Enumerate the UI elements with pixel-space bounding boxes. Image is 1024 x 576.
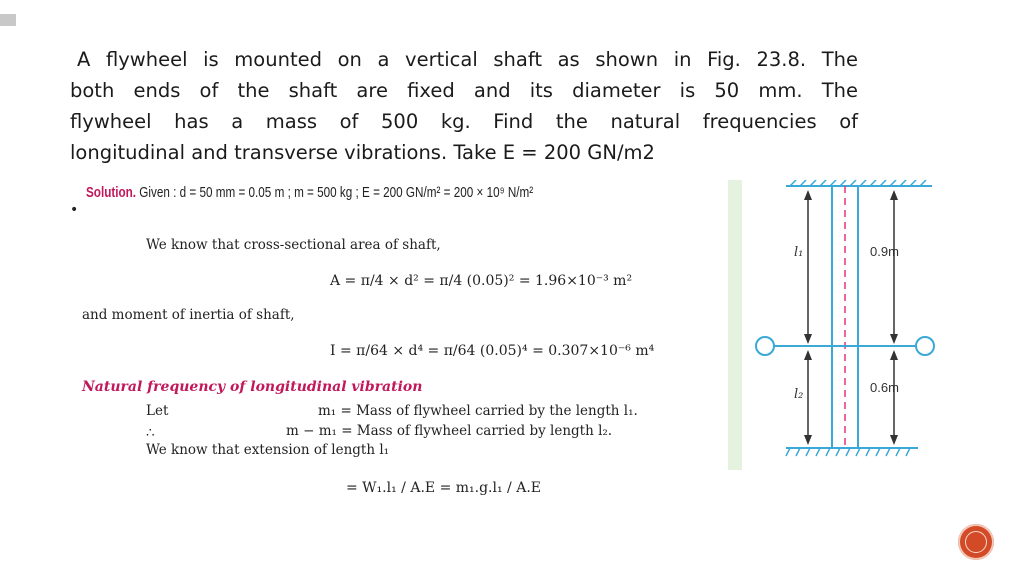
flywheel-left-end xyxy=(756,337,774,355)
solution-image xyxy=(78,180,738,520)
inertia-intro: and moment of inertia of shaft, xyxy=(82,307,295,323)
problem-line: flywheel has a mass of 500 kg. Find the natural frequencies of xyxy=(70,110,858,133)
mass-definition-2: m − m₁ = Mass of flywheel carried by length l₂. xyxy=(286,423,613,439)
slide-accent-bar xyxy=(0,14,16,26)
label-bottom-length: 0.6m xyxy=(870,380,899,395)
inertia-equation: I = π/64 × d⁴ = π/64 (0.05)⁴ = 0.307×10⁻⁶ m⁴ xyxy=(330,343,655,359)
brand-logo-icon xyxy=(958,524,994,560)
flywheel-right-end xyxy=(916,337,934,355)
section-title-longitudinal: Natural frequency of longitudinal vibration xyxy=(82,379,423,395)
logo-ring xyxy=(965,531,987,553)
label-l2: l₂ xyxy=(794,387,804,402)
let-label: Let xyxy=(146,403,169,419)
given-values: Given : d = 50 mm = 0.05 m ; m = 500 kg ; E = 200 GN/m² = 200 × 10⁹ N/m² xyxy=(139,184,534,201)
dim-top-arrow-top xyxy=(890,190,898,200)
label-l1: l₁ xyxy=(794,245,804,260)
solution-label: Solution. xyxy=(86,184,137,201)
shaft-diagram xyxy=(728,180,958,480)
area-intro: We know that cross-sectional area of shaft, xyxy=(146,237,441,253)
extension-equation: = W₁.l₁ / A.E = m₁.g.l₁ / A.E xyxy=(346,480,541,496)
diagram-background-strip xyxy=(728,180,742,470)
bullet-dot: • xyxy=(70,202,79,218)
dim-top-arrow-bottom xyxy=(890,334,898,344)
problem-line: A flywheel is mounted on a vertical shaft as shown in Fig. 23.8. The xyxy=(77,48,858,71)
dim-l2-arrow-bottom xyxy=(804,435,812,445)
dim-l2-arrow-top xyxy=(804,350,812,360)
dim-bottom-arrow-top xyxy=(890,350,898,360)
extension-intro: We know that extension of length l₁ xyxy=(146,442,390,458)
dim-l1-arrow-bottom xyxy=(804,334,812,344)
problem-line: both ends of the shaft are fixed and its diameter is 50 mm. The xyxy=(70,79,858,102)
dim-bottom-arrow-bottom xyxy=(890,435,898,445)
therefore-symbol: ∴ xyxy=(146,425,155,441)
label-top-length: 0.9m xyxy=(870,244,899,259)
problem-statement xyxy=(70,44,858,168)
mass-definition-1: m₁ = Mass of flywheel carried by the length l₁. xyxy=(318,403,638,419)
area-equation: A = π/4 × d² = π/4 (0.05)² = 1.96×10⁻³ m² xyxy=(330,273,633,289)
bottom-hatch xyxy=(786,448,910,456)
problem-line: longitudinal and transverse vibrations. Take E = 200 GN/m2 xyxy=(70,141,655,164)
solution-given-line xyxy=(86,184,533,201)
dim-l1-arrow-top xyxy=(804,190,812,200)
